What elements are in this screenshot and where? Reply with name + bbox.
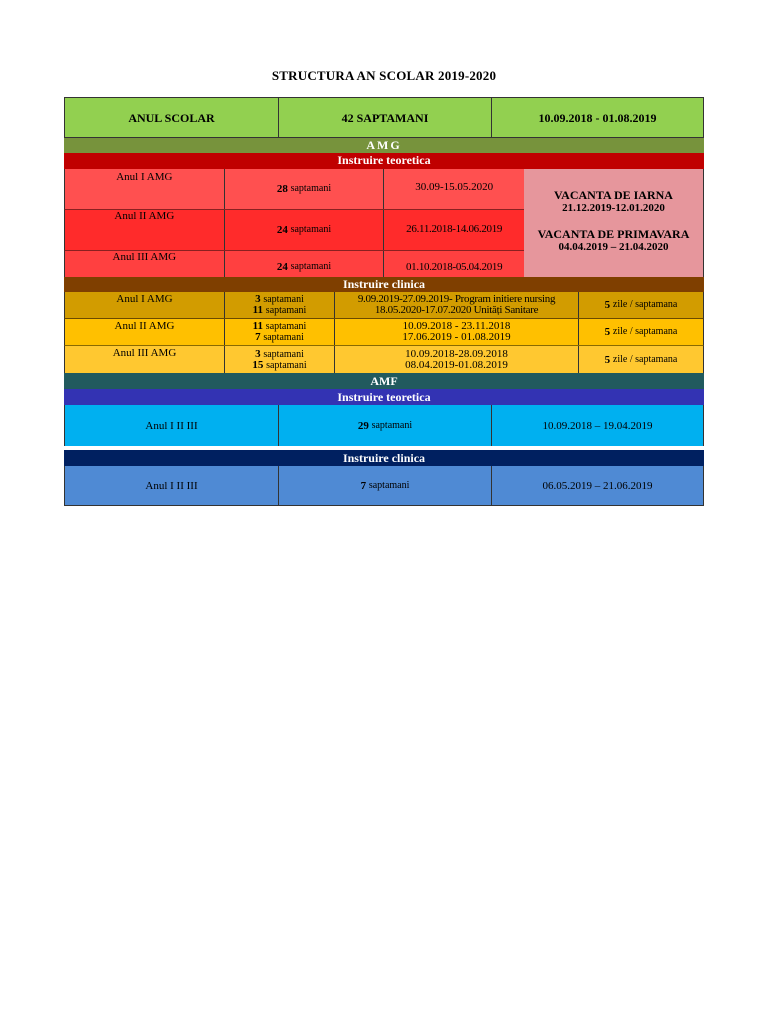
header-school-year: ANUL SCOLAR: [65, 98, 279, 137]
weeks-number: 24: [276, 224, 288, 236]
frequency-number: 5: [604, 299, 611, 311]
period-line: 10.09.2018 - 23.11.2018: [402, 320, 511, 332]
frequency-unit: zile / saptamana: [612, 353, 678, 365]
header-date-range: 10.09.2018 - 01.08.2019: [538, 110, 657, 125]
weeks-number: 7: [360, 479, 367, 492]
weeks-number: 29: [357, 419, 369, 432]
weeks-unit: saptamani: [266, 359, 307, 371]
header-total-weeks: 42 SAPTAMANI: [279, 98, 492, 137]
weeks-number: 15: [252, 358, 264, 371]
year-label: Anul III AMG: [65, 251, 225, 277]
frequency: [579, 319, 703, 345]
period-dates: 26.11.2018-14.06.2019: [406, 223, 503, 235]
period-dates: 30.09-15.05.2020: [415, 181, 494, 193]
header-row: [64, 97, 704, 138]
weeks-unit: saptamani: [265, 305, 307, 316]
weeks-unit: saptamani: [263, 294, 304, 305]
period-dates: [335, 292, 579, 318]
weeks-number: 3: [255, 293, 261, 305]
amg-teoretica-row: [64, 210, 524, 251]
period-line: 9.09.2019-27.09.2019- Program initiere nursing: [357, 293, 556, 305]
amg-teoretica-row: [64, 251, 524, 277]
amf-clinica-band: Instruire clinica: [64, 450, 704, 466]
year-label: Anul I AMG: [65, 169, 225, 209]
amf-teoretica-row: [64, 405, 704, 446]
frequency-number: 5: [604, 326, 611, 338]
amg-clinica-row: [64, 346, 704, 373]
weeks-number: 11: [252, 304, 264, 316]
vacation-panel: [524, 169, 704, 277]
weeks-count: [225, 169, 385, 209]
frequency-unit: zile / saptamana: [612, 299, 678, 310]
weeks-unit: saptamani: [290, 224, 332, 235]
page-title: STRUCTURA AN SCOLAR 2019-2020: [271, 68, 497, 83]
weeks-unit: saptamani: [290, 183, 332, 194]
winter-vacation-label: VACANTA DE IARNA: [554, 188, 673, 202]
winter-vacation-dates: 21.12.2019-12.01.2020: [562, 202, 665, 214]
weeks-unit: saptamani: [368, 479, 410, 491]
frequency-unit: zile / saptamana: [612, 326, 678, 337]
weeks-count: [225, 346, 335, 373]
period-line: 10.09.2018-28.09.2018: [405, 347, 508, 360]
weeks-unit: saptamani: [371, 419, 413, 431]
weeks-number: 28: [276, 183, 288, 195]
weeks-unit: saptamani: [263, 332, 304, 343]
weeks-number: 24: [276, 261, 288, 273]
amg-band: AMG: [64, 138, 704, 153]
amf-band: AMF: [64, 373, 704, 389]
period-dates: [335, 319, 579, 345]
amg-clinica-band: Instruire clinica: [64, 277, 704, 292]
amf-teoretica-band: Instruire teoretica: [64, 389, 704, 405]
spring-vacation-label: VACANTA DE PRIMAVARA: [537, 227, 690, 241]
weeks-number: 11: [252, 320, 264, 332]
weeks-count: [225, 292, 335, 318]
weeks-count: [279, 405, 492, 446]
weeks-count: [225, 319, 335, 345]
weeks-count: [279, 466, 492, 505]
weeks-number: 3: [255, 347, 261, 360]
amg-teoretica-band: Instruire teoretica: [64, 153, 704, 169]
weeks-count: [225, 210, 385, 250]
year-label: Anul I II III: [65, 466, 279, 505]
amg-clinica-row: [64, 292, 704, 319]
weeks-unit: saptamani: [290, 261, 332, 272]
weeks-count: [225, 251, 385, 277]
amg-teoretica-row: [64, 169, 524, 210]
weeks-unit: saptamani: [265, 321, 307, 332]
period-line: 18.05.2020-17.07.2020 Unități Sanitare: [374, 304, 539, 316]
frequency: [579, 346, 703, 373]
spring-vacation-dates: 04.04.2019 – 21.04.2020: [558, 241, 669, 253]
period-dates: 01.10.2018-05.04.2019: [405, 261, 503, 273]
frequency: [579, 292, 703, 318]
period-dates: 06.05.2019 – 21.06.2019: [542, 479, 653, 492]
year-label: Anul II AMG: [65, 319, 225, 345]
period-dates: 10.09.2018 – 19.04.2019: [542, 419, 653, 432]
year-label: Anul II AMG: [65, 210, 225, 250]
weeks-number: 7: [255, 331, 261, 343]
year-label: Anul III AMG: [65, 346, 225, 373]
frequency-number: 5: [604, 353, 611, 366]
year-label: Anul I AMG: [65, 292, 225, 318]
weeks-unit: saptamani: [263, 348, 304, 360]
amf-clinica-row: [64, 466, 704, 506]
amg-clinica-row: [64, 319, 704, 346]
period-dates: [335, 346, 579, 373]
period-line: 08.04.2019-01.08.2019: [405, 358, 508, 371]
year-label: Anul I II III: [65, 405, 279, 446]
period-line: 17.06.2019 - 01.08.2019: [402, 331, 511, 343]
